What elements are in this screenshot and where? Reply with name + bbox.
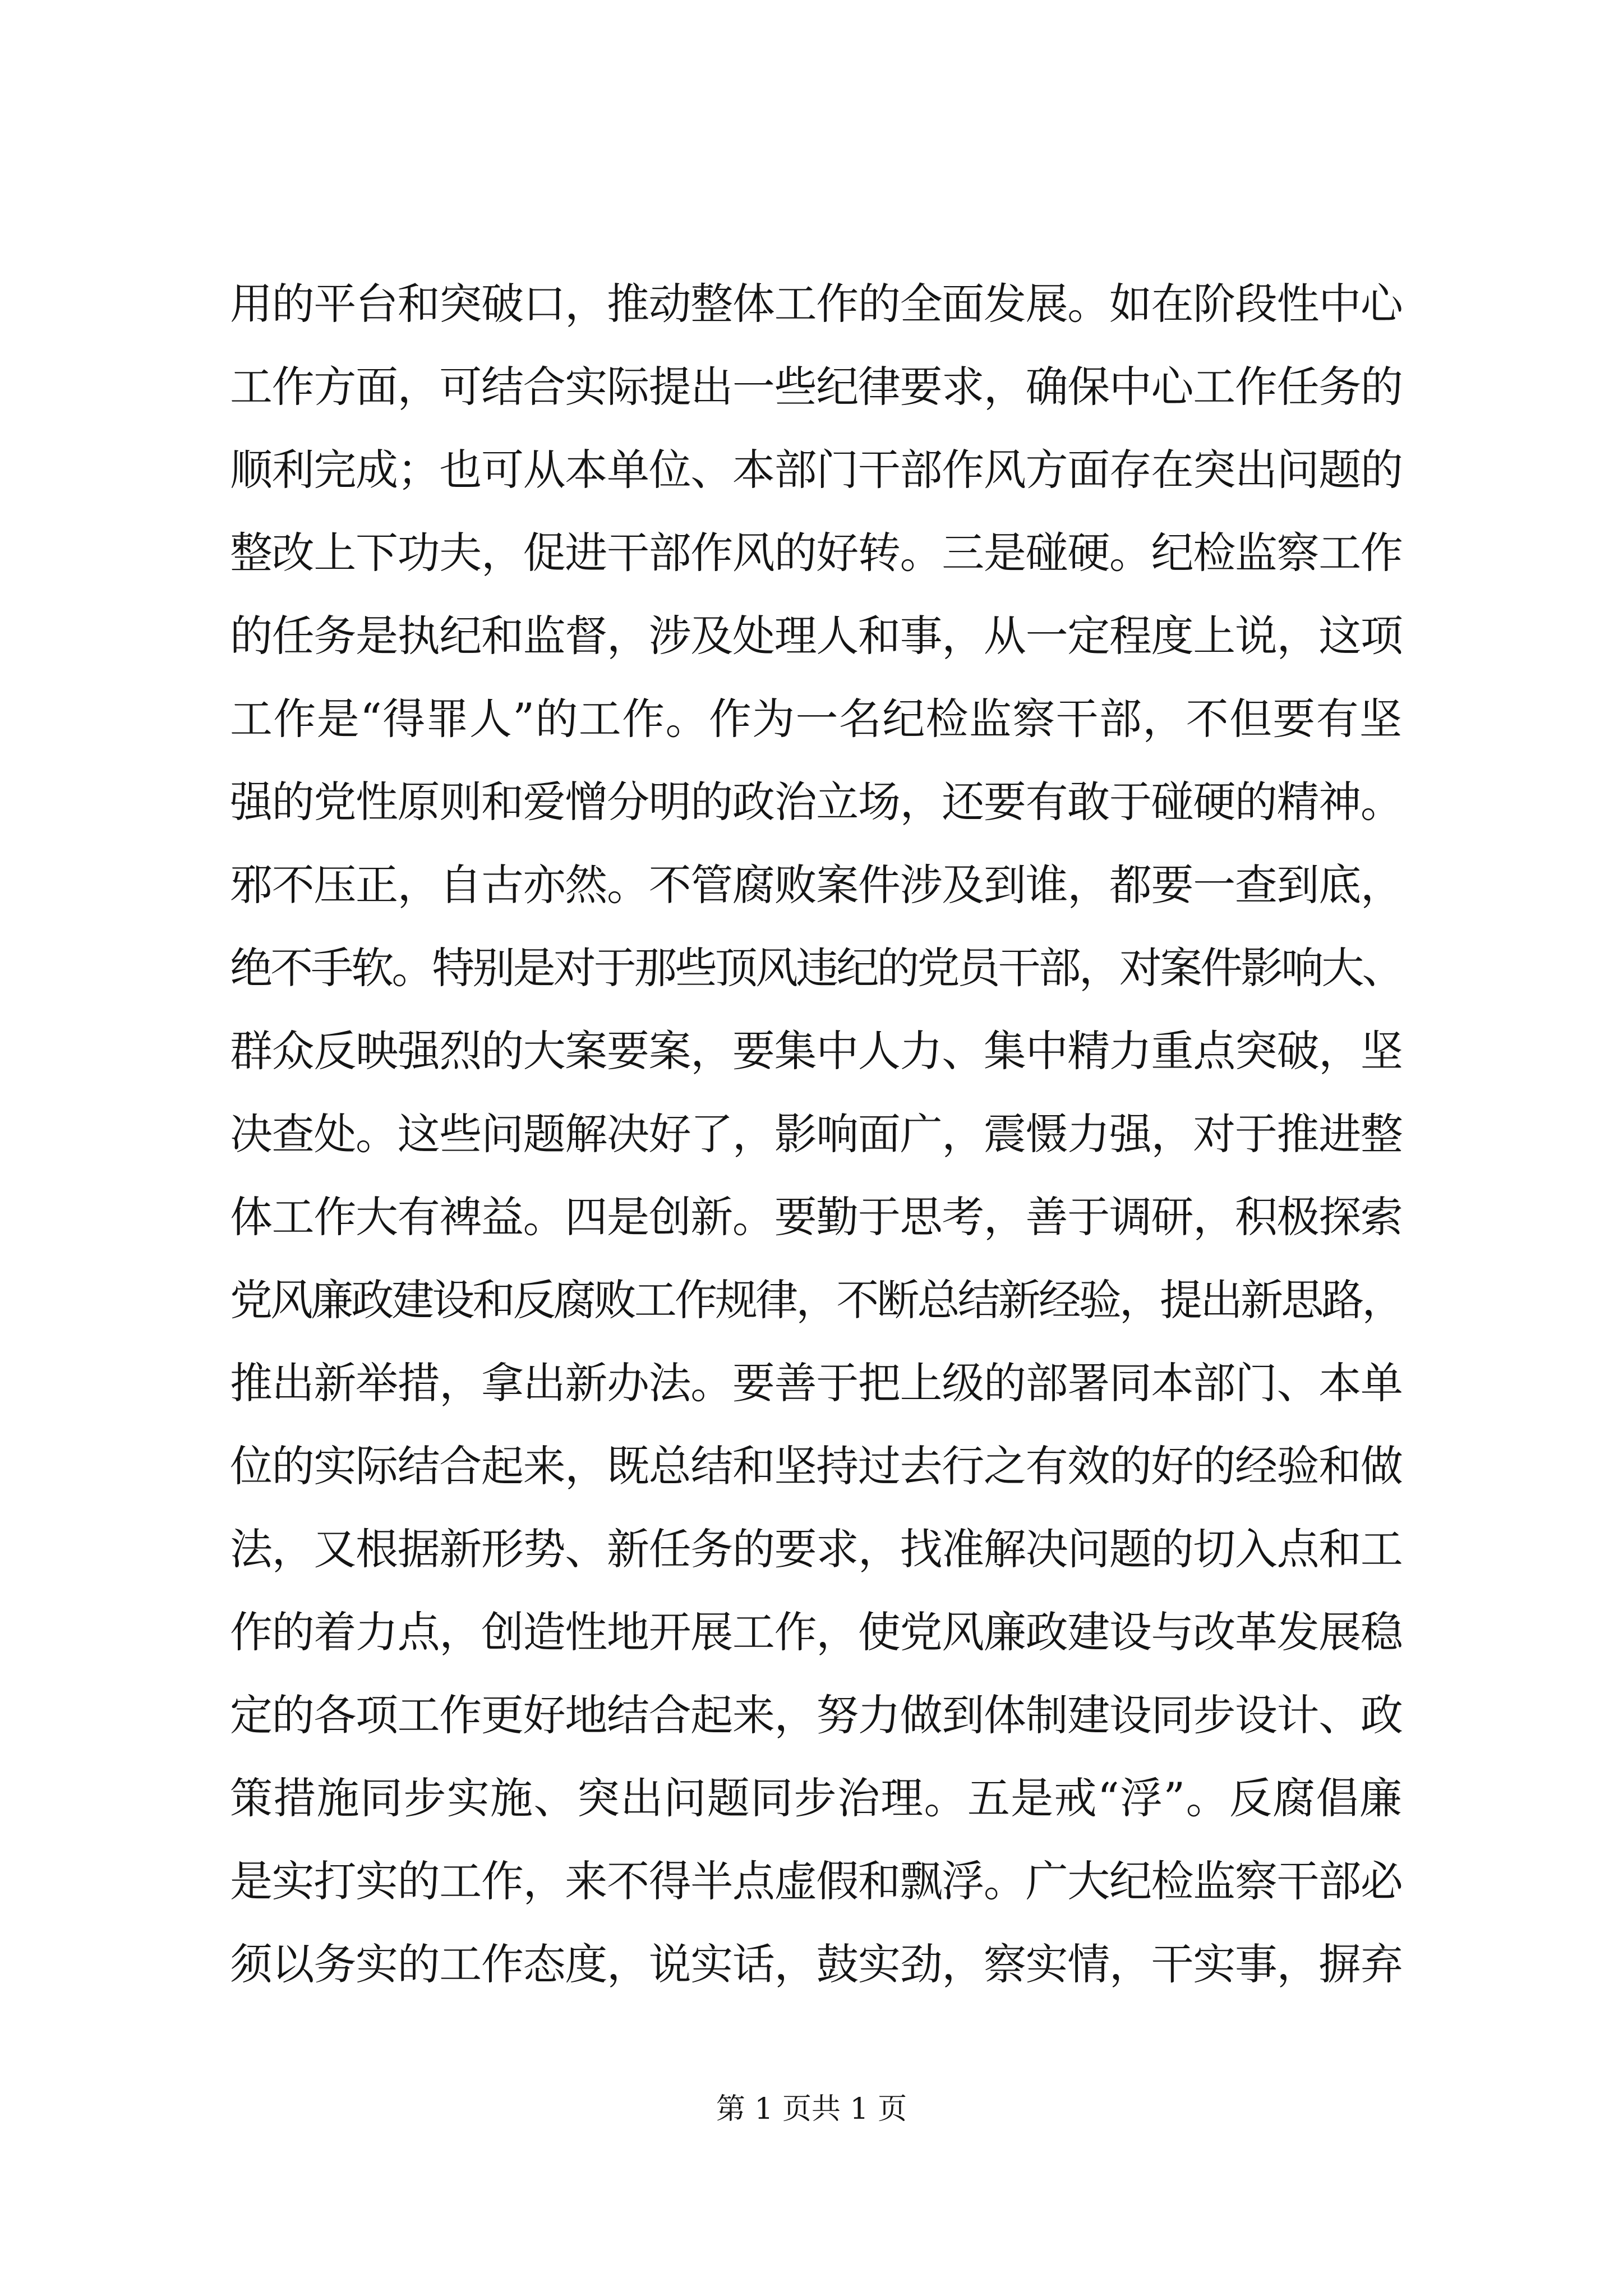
body-line: 决查处。这些问题解决好了，影响面广，震慑力强，对于推进整 — [230, 1109, 1402, 1159]
body-text — [230, 263, 1402, 2006]
body-line: 工作是“得罪人”的工作。作为一名纪检监察干部，不但要有坚 — [230, 694, 1402, 744]
body-line: 顺利完成；也可从本单位、本部门干部作风方面存在突出问题的 — [230, 445, 1402, 495]
page-number-current: 第 1 页 — [716, 2092, 811, 2126]
body-line: 定的各项工作更好地结合起来，努力做到体制建设同步设计、政 — [230, 1690, 1402, 1740]
body-line: 党风廉政建设和反腐败工作规律，不断总结新经验，提出新思路， — [230, 1275, 1402, 1325]
body-line: 作的着力点，创造性地开展工作，使党风廉政建设与改革发展稳 — [230, 1607, 1402, 1657]
body-line: 整改上下功夫，促进干部作风的好转。三是碰硬。纪检监察工作 — [230, 528, 1402, 578]
body-line: 邪不压正，自古亦然。不管腐败案件涉及到谁，都要一查到底， — [230, 860, 1402, 910]
body-line: 推出新举措，拿出新办法。要善于把上级的部署同本部门、本单 — [230, 1358, 1402, 1408]
body-line: 体工作大有裨益。四是创新。要勤于思考，善于调研，积极探索 — [230, 1192, 1402, 1242]
body-line: 强的党性原则和爱憎分明的政治立场，还要有敢于碰硬的精神。 — [230, 777, 1402, 827]
body-line: 是实打实的工作，来不得半点虚假和飘浮。广大纪检监察干部必 — [230, 1856, 1402, 1906]
body-line: 用的平台和突破口，推动整体工作的全面发展。如在阶段性中心 — [230, 279, 1402, 329]
body-line: 法，又根据新形势、新任务的要求，找准解决问题的切入点和工 — [230, 1524, 1402, 1574]
body-line: 工作方面，可结合实际提出一些纪律要求，确保中心工作任务的 — [230, 362, 1402, 412]
body-line: 策措施同步实施、突出问题同步治理。五是戒“浮”。反腐倡廉 — [230, 1773, 1402, 1823]
page-footer — [0, 2090, 1623, 2129]
body-line: 的任务是执纪和监督，涉及处理人和事，从一定程度上说，这项 — [230, 611, 1402, 661]
body-line: 群众反映强烈的大案要案，要集中人力、集中精力重点突破，坚 — [230, 1026, 1402, 1076]
page-number-total: 共 1 页 — [811, 2092, 907, 2126]
body-line: 须以务实的工作态度，说实话，鼓实劲，察实情，干实事，摒弃 — [230, 1939, 1402, 1989]
body-line: 绝不手软。特别是对于那些顶风违纪的党员干部，对案件影响大、 — [230, 943, 1402, 993]
body-line: 位的实际结合起来，既总结和坚持过去行之有效的好的经验和做 — [230, 1441, 1402, 1491]
